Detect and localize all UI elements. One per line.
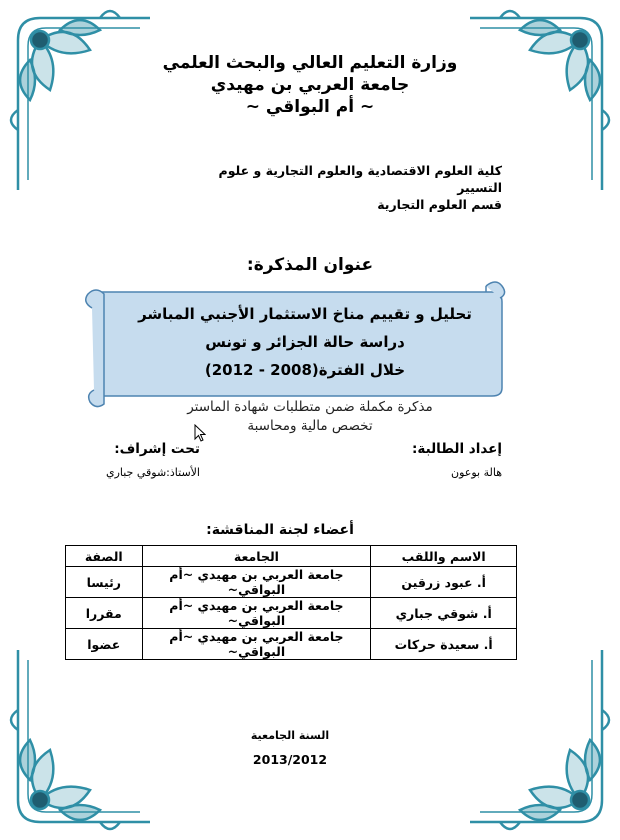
header-university: الجامعة [142,546,371,567]
member-university: جامعة العربي بن مهيدي ~أم البواقي~ [142,598,371,629]
supervisor-name: الأستاذ:شوقي جباري [105,466,200,479]
academic-year: 2013/2012 [252,752,328,767]
ornament-bottom-right [460,640,620,840]
header-block [150,52,470,118]
student-name: هالة بوعون [451,466,502,479]
jury-table [65,545,517,660]
city-name: ~ أم البواقي ~ [245,97,375,117]
specialty-line: تخصص مالية ومحاسبة [247,418,373,434]
member-name: أ. شوقي جباري [371,598,517,629]
member-role: رئيسا [66,567,143,598]
faculty-block [200,162,502,213]
jury-header-row [66,546,517,567]
memo-title-block [110,300,500,384]
degree-line: مذكرة مكملة ضمن متطلبات شهادة الماستر [187,399,433,415]
memo-title-label: عنوان المذكرة: [246,255,374,275]
mouse-cursor-icon [194,424,206,442]
member-name: أ. عبود زرقين [371,567,517,598]
table-row [66,567,517,598]
table-row [66,598,517,629]
department-name: قسم العلوم التجارية [377,197,502,212]
university-name: جامعة العربي بن مهيدي [210,75,410,95]
header-name: الاسم واللقب [371,546,517,567]
member-university: جامعة العربي بن مهيدي ~أم البواقي~ [142,567,371,598]
faculty-name: كلية العلوم الاقتصادية والعلوم التجارية و علوم التسيير [218,163,502,195]
jury-title: أعضاء لجنة المناقشة: [206,522,354,538]
member-role: عضوا [66,629,143,660]
table-row [66,629,517,660]
ornament-top-left [0,0,160,200]
memo-title-line3: خلال الفترة(2008 - 2012) [204,361,406,379]
supervisor-label: تحت إشراف: [114,441,200,457]
member-name: أ. سعيدة حركات [371,629,517,660]
student-label: إعداد الطالبة: [412,441,502,457]
member-university: جامعة العربي بن مهيدي ~أم البواقي~ [142,629,371,660]
memo-title-line1: تحليل و تقييم مناخ الاستثمار الأجنبي المباشر [138,305,472,323]
header-role: الصفة [66,546,143,567]
ministry-name: وزارة التعليم العالي والبحث العلمي [162,53,458,73]
member-role: مقررا [66,598,143,629]
memo-title-line2: دراسة حالة الجزائر و تونس [205,333,405,351]
ornament-bottom-left [0,640,160,840]
academic-year-label: السنة الجامعية [250,729,330,742]
